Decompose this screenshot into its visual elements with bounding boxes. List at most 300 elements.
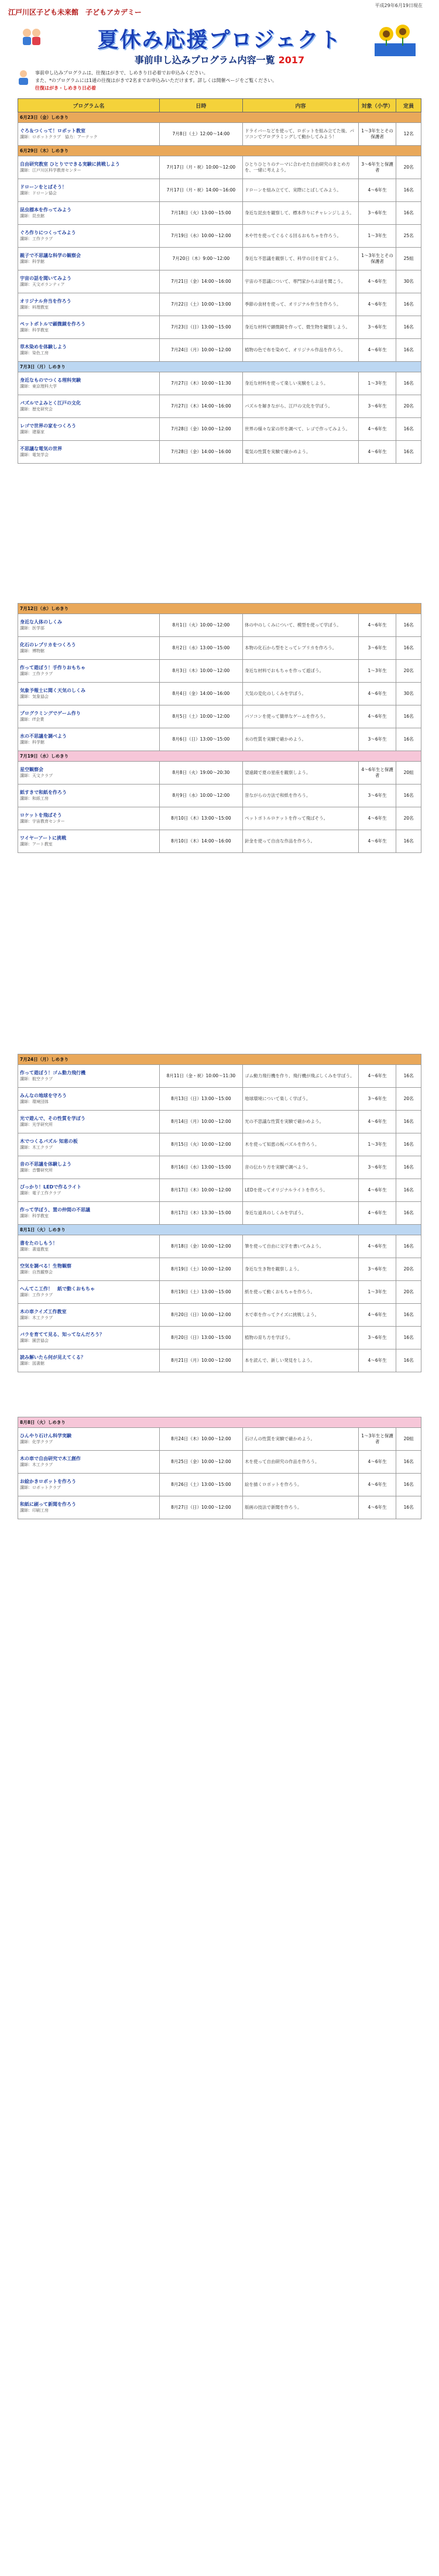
- program-description: 身近な道具のしくみを学ぼう。: [243, 1202, 359, 1225]
- program-row: [18, 123, 421, 146]
- section-header-row: [18, 751, 421, 762]
- program-capacity: 20名: [396, 1258, 421, 1281]
- program-organizer: 講師：宇宙教育センター: [20, 819, 65, 824]
- program-date: 8月18日（金）10:00～12:00: [159, 1235, 242, 1258]
- program-cell: [18, 395, 160, 418]
- program-organizer: 講師：化学クラブ: [20, 1440, 53, 1444]
- program-row: [18, 1327, 421, 1349]
- program-cell: [18, 1156, 160, 1179]
- program-description: ドライバーなどを使って、ロボットを組み立てた後、パソコンでプログラミングして動かしてみよう！: [243, 123, 359, 146]
- program-date: 8月3日（木）10:00～12:00: [159, 660, 242, 683]
- program-name: ぐろ＆つくって！ロボット教室: [20, 128, 85, 133]
- program-target: 4～6年生: [358, 1111, 396, 1133]
- program-target: 3～6年生と保護者: [358, 156, 396, 179]
- program-target: 4～6年生: [358, 614, 396, 637]
- program-row: [18, 660, 421, 683]
- program-name: 水の不思議を調べよう: [20, 734, 67, 739]
- program-date: 7月17日（月・祝）10:00～12:00: [159, 156, 242, 179]
- program-row: [18, 225, 421, 248]
- program-name: パズルでよみとく江戸の文化: [20, 400, 81, 406]
- program-organizer: 講師：ドローン協会: [20, 191, 57, 196]
- program-name: 身近なものでつくる理科実験: [20, 378, 81, 383]
- program-date: 8月17日（木）13:30～15:00: [159, 1202, 242, 1225]
- program-name: 草木染めを体験しよう: [20, 344, 67, 350]
- program-date: 7月20日（木）9:00～12:00: [159, 248, 242, 270]
- section-deadline: 7月24日（月）しめきり: [18, 1054, 421, 1065]
- program-cell: [18, 372, 160, 395]
- program-row: [18, 372, 421, 395]
- program-cell: [18, 785, 160, 807]
- program-name: 星空観察会: [20, 767, 43, 772]
- program-cell: [18, 1281, 160, 1304]
- program-row: [18, 339, 421, 362]
- program-table-2: [18, 603, 421, 853]
- program-date: 8月1日（火）10:00～12:00: [159, 614, 242, 637]
- program-target: 4～6年生: [358, 1179, 396, 1202]
- program-capacity: 16名: [396, 1304, 421, 1327]
- col-desc: 内容: [243, 99, 359, 112]
- program-description: パソコンを使って簡単なゲームを作ろう。: [243, 705, 359, 728]
- program-cell: [18, 1088, 160, 1111]
- program-description: LEDを使ってオリジナルライトを作ろう。: [243, 1179, 359, 1202]
- program-capacity: 16名: [396, 1496, 421, 1519]
- program-date: 8月16日（水）13:00～15:00: [159, 1156, 242, 1179]
- program-name: お絵かきロボットを作ろう: [20, 1479, 76, 1484]
- program-capacity: 16名: [396, 441, 421, 464]
- col-capacity: 定員: [396, 99, 421, 112]
- program-description: 植物の色で布を染めて、オリジナル作品を作ろう。: [243, 339, 359, 362]
- program-description: 本を読んで、新しい発見をしよう。: [243, 1349, 359, 1372]
- program-capacity: 16名: [396, 637, 421, 660]
- program-organizer: 講師：電気学会: [20, 453, 49, 457]
- program-organizer: 講師：東京理科大学: [20, 384, 57, 389]
- program-target: 4～6年生: [358, 1451, 396, 1474]
- program-description: 木を使って知恵の板パズルを作ろう。: [243, 1133, 359, 1156]
- program-name: 書をたのしもう！: [20, 1241, 57, 1246]
- program-date: 7月19日（水）10:00～12:00: [159, 225, 242, 248]
- program-description: 石けんの性質を実験で確かめよう。: [243, 1428, 359, 1451]
- program-description: パズルを解きながら、江戸の文化を学ぼう。: [243, 395, 359, 418]
- program-capacity: 20組: [396, 1428, 421, 1451]
- program-cell: [18, 1451, 160, 1474]
- program-organizer: 講師：ロボットクラブ 協力：アーテック: [20, 135, 98, 139]
- program-description: 昔ながらの方法で和紙を作ろう。: [243, 785, 359, 807]
- program-name: プログラミングでゲーム作り: [20, 711, 81, 716]
- program-capacity: 16名: [396, 293, 421, 316]
- program-description: 本物の化石から型をとってレプリカを作ろう。: [243, 637, 359, 660]
- program-date: 7月28日（金）14:00～16:00: [159, 441, 242, 464]
- program-organizer: 講師：環境団体: [20, 1099, 49, 1104]
- program-cell: [18, 1235, 160, 1258]
- program-organizer: 講師：医学部: [20, 626, 44, 631]
- program-capacity: 16名: [396, 1179, 421, 1202]
- program-organizer: 講師：印刷工房: [20, 1508, 49, 1513]
- program-description: 望遠鏡で夏の星座を観察しよう。: [243, 762, 359, 785]
- program-organizer: 講師：科学館: [20, 740, 44, 745]
- program-capacity: 20名: [396, 660, 421, 683]
- program-row: [18, 1202, 421, 1225]
- program-capacity: 16名: [396, 1156, 421, 1179]
- program-organizer: 講師：園芸協会: [20, 1338, 49, 1343]
- program-target: 4～6年生: [358, 339, 396, 362]
- program-cell: [18, 202, 160, 225]
- program-capacity: 16名: [396, 1202, 421, 1225]
- program-row: [18, 830, 421, 853]
- program-name: ドローンをとばそう！: [20, 184, 67, 190]
- program-name: 読み解いたら何が見えてくる？: [20, 1355, 85, 1360]
- program-date: 8月10日（木）14:00～16:00: [159, 830, 242, 853]
- program-date: 8月8日（火）19:00～20:30: [159, 762, 242, 785]
- program-cell: [18, 683, 160, 705]
- program-capacity: 16名: [396, 372, 421, 395]
- program-organizer: 講師：天文ボランティア: [20, 282, 65, 287]
- program-name: 木の車で自由研究で木工創作: [20, 1456, 81, 1461]
- program-capacity: 25組: [396, 248, 421, 270]
- program-description: 絵を描くロボットを作ろう。: [243, 1474, 359, 1496]
- program-cell: [18, 1133, 160, 1156]
- program-date: 7月21日（金）14:00～16:00: [159, 270, 242, 293]
- program-cell: [18, 441, 160, 464]
- program-date: 8月20日（日）13:00～15:00: [159, 1327, 242, 1349]
- program-name: レゴで世界の家をつくろう: [20, 423, 76, 429]
- program-name: 紙すきで和紙を作ろう: [20, 790, 67, 795]
- program-description: ドローンを組み立てて、実際にとばしてみよう。: [243, 179, 359, 202]
- program-row: [18, 248, 421, 270]
- program-description: 地球環境について楽しく学ぼう。: [243, 1088, 359, 1111]
- program-target: 4～6年生: [358, 1474, 396, 1496]
- program-date: 8月27日（日）10:00～12:00: [159, 1496, 242, 1519]
- program-organizer: 講師：科学教室: [20, 328, 49, 333]
- program-date: 7月18日（火）13:00～15:00: [159, 202, 242, 225]
- program-capacity: 16名: [396, 1349, 421, 1372]
- program-cell: [18, 1258, 160, 1281]
- program-capacity: 16名: [396, 179, 421, 202]
- program-capacity: 16名: [396, 1235, 421, 1258]
- program-row: [18, 1065, 421, 1088]
- program-name: 光で遊んで、その性質を学ぼう: [20, 1116, 85, 1121]
- program-date: 8月17日（木）10:00～12:00: [159, 1179, 242, 1202]
- program-cell: [18, 1304, 160, 1327]
- child-reading-icon: [15, 69, 32, 85]
- program-row: [18, 1496, 421, 1519]
- program-description: 身近な昆虫を観察して、標本作りにチャレンジしよう。: [243, 202, 359, 225]
- program-organizer: 講師：気象協会: [20, 694, 49, 699]
- program-row: [18, 1156, 421, 1179]
- program-organizer: 講師：木工クラブ: [20, 1145, 53, 1150]
- program-capacity: 16名: [396, 728, 421, 751]
- program-date: 8月6日（日）13:00～15:00: [159, 728, 242, 751]
- program-target: 4～6年生: [358, 1202, 396, 1225]
- section-deadline: 8月1日（火）しめきり: [18, 1225, 421, 1235]
- program-capacity: 30名: [396, 270, 421, 293]
- program-capacity: 20名: [396, 807, 421, 830]
- program-cell: [18, 156, 160, 179]
- program-capacity: 16名: [396, 339, 421, 362]
- program-row: [18, 293, 421, 316]
- program-description: 季節の食材を使って、オリジナル弁当を作ろう。: [243, 293, 359, 316]
- program-organizer: 講師：光学研究所: [20, 1122, 53, 1127]
- program-target: 1～3年生: [358, 1281, 396, 1304]
- program-capacity: 16名: [396, 1065, 421, 1088]
- program-date: 7月22日（土）10:00～13:00: [159, 293, 242, 316]
- program-name: 和紙に刷って新聞を作ろう: [20, 1502, 76, 1507]
- program-organizer: 講師：工作クラブ: [20, 1293, 53, 1297]
- program-name: 身近な人体のしくみ: [20, 619, 62, 625]
- program-date: 7月17日（月・祝）14:00～16:00: [159, 179, 242, 202]
- program-capacity: 16名: [396, 1133, 421, 1156]
- program-date: 8月15日（火）10:00～12:00: [159, 1133, 242, 1156]
- program-description: 身近な材料でおもちゃを作って遊ぼう。: [243, 660, 359, 683]
- program-organizer: 講師：音響研究所: [20, 1168, 53, 1173]
- program-target: 4～6年生: [358, 1065, 396, 1088]
- issue-date: 平成29年6月19日現在: [375, 3, 423, 8]
- program-target: 3～6年生: [358, 316, 396, 339]
- program-organizer: 講師：工作クラブ: [20, 672, 53, 676]
- program-target: 1～3年生: [358, 1133, 396, 1156]
- program-date: 8月9日（水）10:00～12:00: [159, 785, 242, 807]
- program-row: [18, 179, 421, 202]
- program-cell: [18, 660, 160, 683]
- program-row: [18, 395, 421, 418]
- program-name: 気象予報士に聞く天気のしくみ: [20, 688, 85, 693]
- program-capacity: 20名: [396, 395, 421, 418]
- program-row: [18, 1451, 421, 1474]
- program-target: 3～6年生: [358, 1327, 396, 1349]
- program-description: 身近な材料を使って楽しい実験をしよう。: [243, 372, 359, 395]
- program-row: [18, 156, 421, 179]
- program-cell: [18, 614, 160, 637]
- section-deadline: 7月19日（水）しめきり: [18, 751, 421, 762]
- program-name: 作って遊ぼう！手作りおもちゃ: [20, 665, 85, 670]
- program-name: 音の不思議を体験しよう: [20, 1162, 71, 1167]
- program-row: [18, 202, 421, 225]
- program-capacity: 16名: [396, 316, 421, 339]
- program-capacity: 16名: [396, 785, 421, 807]
- program-row: [18, 441, 421, 464]
- program-description: 宇宙の不思議について、専門家からお話を聞こう。: [243, 270, 359, 293]
- section-header-row: [18, 604, 421, 614]
- col-date: 日時: [159, 99, 242, 112]
- program-organizer: 講師：昆虫館: [20, 214, 44, 218]
- program-cell: [18, 270, 160, 293]
- program-target: 1～3年生とその保護者: [358, 123, 396, 146]
- program-organizer: 講師：料理教室: [20, 305, 49, 310]
- program-date: 8月25日（金）10:00～12:00: [159, 1451, 242, 1474]
- program-cell: [18, 705, 160, 728]
- program-organizer: 講師：天文クラブ: [20, 773, 53, 778]
- program-capacity: 16名: [396, 202, 421, 225]
- program-target: 3～6年生: [358, 202, 396, 225]
- program-date: 8月14日（月）10:00～12:00: [159, 1111, 242, 1133]
- program-target: 3～6年生: [358, 395, 396, 418]
- program-name: ぴっかり！LEDで作るライト: [20, 1184, 81, 1190]
- program-cell: [18, 1496, 160, 1519]
- program-table-4: [18, 1417, 421, 1519]
- program-name: 昆虫標本を作ってみよう: [20, 207, 71, 213]
- program-description: 木を使って自由研究の作品を作ろう。: [243, 1451, 359, 1474]
- program-target: 1～3年生と保護者: [358, 1428, 396, 1451]
- program-organizer: 講師：和紙工房: [20, 796, 49, 801]
- program-capacity: 16名: [396, 418, 421, 441]
- subtitle-year: 2017: [278, 54, 305, 66]
- program-row: [18, 1258, 421, 1281]
- program-description: 紙を使って動くおもちゃを作ろう。: [243, 1281, 359, 1304]
- program-target: 4～6年生: [358, 270, 396, 293]
- program-target: 4～6年生: [358, 705, 396, 728]
- program-cell: [18, 316, 160, 339]
- program-name: ひんやり石けん科学実験: [20, 1433, 71, 1438]
- note-emphasis: 往復はがき・しめきり日必着: [35, 85, 96, 91]
- program-capacity: 12名: [396, 123, 421, 146]
- program-date: 8月19日（土）13:00～15:00: [159, 1281, 242, 1304]
- program-capacity: 20名: [396, 1088, 421, 1111]
- program-target: 3～6年生: [358, 785, 396, 807]
- program-row: [18, 1428, 421, 1451]
- program-target: 4～6年生と保護者: [358, 762, 396, 785]
- program-row: [18, 762, 421, 785]
- program-organizer: 講師：工作クラブ: [20, 237, 53, 241]
- program-target: 4～6年生: [358, 807, 396, 830]
- program-organizer: 講師：IT企業: [20, 717, 44, 722]
- program-target: 4～6年生: [358, 293, 396, 316]
- program-cell: [18, 1111, 160, 1133]
- program-date: 7月8日（土）12:00～14:00: [159, 123, 242, 146]
- program-cell: [18, 1179, 160, 1202]
- program-name: 化石のレプリカをつくろう: [20, 642, 76, 648]
- program-capacity: 16名: [396, 614, 421, 637]
- program-description: 光の不思議な性質を実験で確かめよう。: [243, 1111, 359, 1133]
- program-capacity: 16名: [396, 705, 421, 728]
- program-cell: [18, 225, 160, 248]
- program-target: 3～6年生: [358, 728, 396, 751]
- page-subtitle: [0, 53, 439, 66]
- program-cell: [18, 248, 160, 270]
- program-capacity: 30名: [396, 683, 421, 705]
- program-name: 親子で不思議な科学の観察会: [20, 253, 81, 258]
- program-row: [18, 1111, 421, 1133]
- program-cell: [18, 293, 160, 316]
- program-cell: [18, 637, 160, 660]
- program-row: [18, 316, 421, 339]
- program-cell: [18, 1065, 160, 1088]
- section-header-row: [18, 146, 421, 156]
- program-name: ロケットを飛ばそう: [20, 813, 62, 818]
- program-row: [18, 1133, 421, 1156]
- program-row: [18, 614, 421, 637]
- program-cell: [18, 179, 160, 202]
- program-capacity: 20名: [396, 1281, 421, 1304]
- program-row: [18, 683, 421, 705]
- program-row: [18, 1474, 421, 1496]
- program-table-3: [18, 1054, 421, 1372]
- section-deadline: 6月23日（金）しめきり: [18, 112, 421, 123]
- program-name: 不思議な電気の世界: [20, 446, 62, 451]
- program-row: [18, 728, 421, 751]
- program-organizer: 講師：木工クラブ: [20, 1462, 53, 1467]
- program-name: 作って遊ぼう！ゴム動力飛行機: [20, 1070, 85, 1075]
- program-organizer: 講師：ロボットクラブ: [20, 1485, 61, 1490]
- program-target: 4～6年生: [358, 1349, 396, 1372]
- program-target: 4～6年生: [358, 1235, 396, 1258]
- program-capacity: 16名: [396, 1327, 421, 1349]
- program-name: 自由研究教室 ひとりでできる実験に挑戦しよう: [20, 162, 120, 167]
- program-description: 身近な材料で顕微鏡を作って、微生物を観察しよう。: [243, 316, 359, 339]
- program-target: 1～3年生とその保護者: [358, 248, 396, 270]
- program-row: [18, 807, 421, 830]
- program-cell: [18, 123, 160, 146]
- program-description: 世界の様々な家の形を調べて、レゴで作ってみよう。: [243, 418, 359, 441]
- program-description: ひとりひとりのテーマに合わせた自由研究のまとめ方を、一緒に考えよう。: [243, 156, 359, 179]
- program-name: 作って学ぼう、置の仲間の不思議: [20, 1207, 90, 1212]
- program-name: 空気を調べる！生物観察: [20, 1263, 71, 1269]
- program-date: 7月23日（日）13:00～15:00: [159, 316, 242, 339]
- program-name: ペットボトルで顕微鏡を作ろう: [20, 321, 85, 327]
- program-description: 針金を使って自由な作品を作ろう。: [243, 830, 359, 853]
- program-description: 音の伝わり方を実験で調べよう。: [243, 1156, 359, 1179]
- program-organizer: 講師：航空クラブ: [20, 1077, 53, 1081]
- section-deadline: 7月3日（月）しめきり: [18, 362, 421, 372]
- program-organizer: 講師：電子工作クラブ: [20, 1191, 61, 1195]
- program-organizer: 講師：染色工房: [20, 351, 49, 355]
- program-cell: [18, 1349, 160, 1372]
- program-date: 8月10日（木）13:00～15:00: [159, 807, 242, 830]
- program-date: 8月4日（金）14:00～16:00: [159, 683, 242, 705]
- program-target: 3～6年生: [358, 1258, 396, 1281]
- program-cell: [18, 762, 160, 785]
- program-row: [18, 1304, 421, 1327]
- sunflower-icon: [375, 21, 416, 56]
- program-row: [18, 705, 421, 728]
- program-cell: [18, 1327, 160, 1349]
- col-target: 対象（小学）: [358, 99, 396, 112]
- program-date: 7月27日（木）14:00～16:00: [159, 395, 242, 418]
- program-organizer: 講師：博物館: [20, 649, 44, 653]
- page-title: 夏休み応援プロジェクト: [97, 28, 342, 52]
- program-organizer: 講師：図書館: [20, 1361, 44, 1366]
- program-organizer: 講師：自然観察会: [20, 1270, 53, 1275]
- program-name: 木でつくるパズル 知恵の板: [20, 1139, 78, 1144]
- program-capacity: 25名: [396, 225, 421, 248]
- program-capacity: 16名: [396, 1451, 421, 1474]
- program-date: 8月19日（土）10:00～12:00: [159, 1258, 242, 1281]
- program-description: 電気の性質を実験で確かめよう。: [243, 441, 359, 464]
- program-description: 天気の変化のしくみを学ぼう。: [243, 683, 359, 705]
- program-capacity: 16名: [396, 1111, 421, 1133]
- program-description: 木や竹を使ってぐるぐる回るおもちゃを作ろう。: [243, 225, 359, 248]
- program-target: 1～3年生: [358, 660, 396, 683]
- program-row: [18, 785, 421, 807]
- program-target: 1～3年生: [358, 372, 396, 395]
- program-name: ぐろ作りにつくってみよう: [20, 230, 76, 235]
- program-capacity: 20組: [396, 762, 421, 785]
- section-header-row: [18, 112, 421, 123]
- program-date: 8月11日（金・祝）10:00～11:30: [159, 1065, 242, 1088]
- program-date: 8月13日（日）13:00～15:00: [159, 1088, 242, 1111]
- program-description: ゴム動力飛行機を作り、飛行機が飛ぶしくみを学ぼう。: [243, 1065, 359, 1088]
- section-deadline: 7月12日（水）しめきり: [18, 604, 421, 614]
- program-target: 3～6年生: [358, 1088, 396, 1111]
- program-capacity: 16名: [396, 830, 421, 853]
- program-cell: [18, 728, 160, 751]
- program-name: バラを育てて見る、知ってなんだろう？: [20, 1332, 104, 1337]
- program-organizer: 講師：科学教室: [20, 1214, 49, 1218]
- program-date: 8月2日（水）13:00～15:00: [159, 637, 242, 660]
- table-header: [18, 99, 421, 112]
- program-row: [18, 418, 421, 441]
- program-cell: [18, 339, 160, 362]
- program-capacity: 16名: [396, 1474, 421, 1496]
- program-row: [18, 1088, 421, 1111]
